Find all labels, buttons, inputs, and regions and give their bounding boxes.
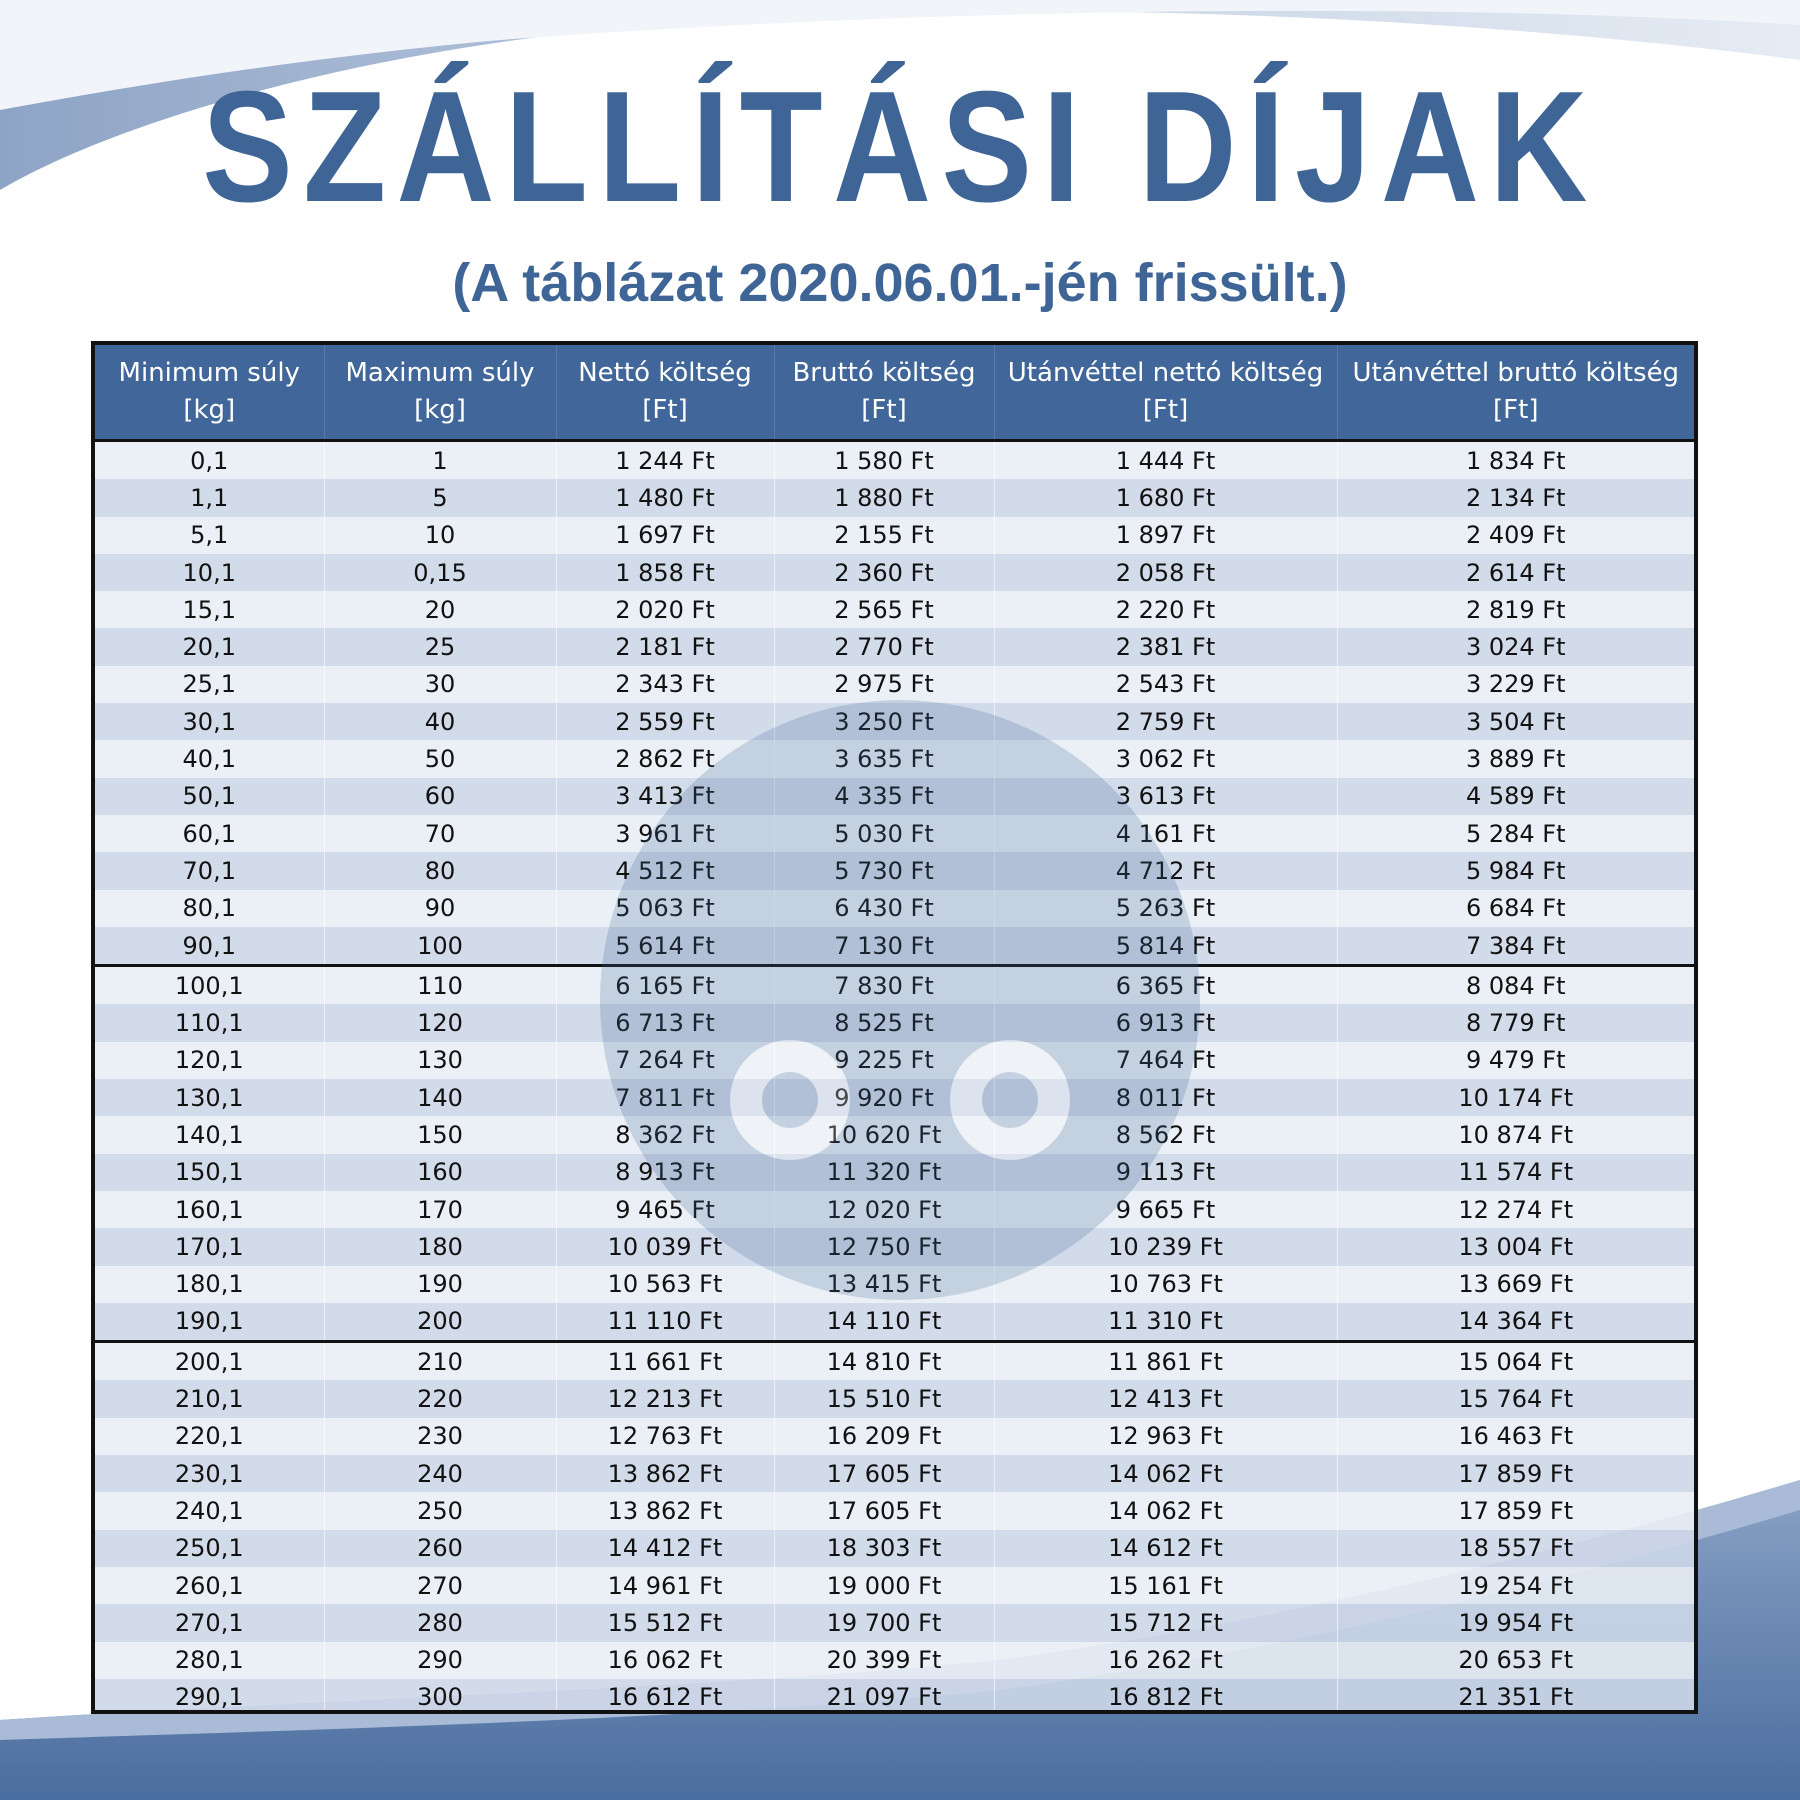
page-title: SZÁLLÍTÁSI DÍJAK xyxy=(202,59,1598,235)
cell-cod-net-cost: 15 161 Ft xyxy=(994,1567,1337,1604)
table-row xyxy=(95,1303,1694,1342)
cell-min-weight: 210,1 xyxy=(95,1380,324,1417)
cell-net-cost: 3 413 Ft xyxy=(556,778,774,815)
cell-cod-gross-cost: 12 274 Ft xyxy=(1337,1191,1694,1228)
cell-min-weight: 70,1 xyxy=(95,852,324,889)
cell-gross-cost: 12 750 Ft xyxy=(774,1228,994,1265)
cell-cod-gross-cost: 17 859 Ft xyxy=(1337,1492,1694,1529)
cell-min-weight: 15,1 xyxy=(95,591,324,628)
cell-max-weight: 50 xyxy=(324,740,556,777)
cell-cod-net-cost: 3 613 Ft xyxy=(994,778,1337,815)
cell-min-weight: 200,1 xyxy=(95,1342,324,1381)
cell-cod-gross-cost: 1 834 Ft xyxy=(1337,441,1694,480)
cell-max-weight: 200 xyxy=(324,1303,556,1342)
table-header-row xyxy=(95,345,1694,441)
cell-min-weight: 100,1 xyxy=(95,966,324,1005)
cell-gross-cost: 2 360 Ft xyxy=(774,554,994,591)
cell-net-cost: 10 039 Ft xyxy=(556,1228,774,1265)
cell-min-weight: 5,1 xyxy=(95,517,324,554)
cell-cod-gross-cost: 21 351 Ft xyxy=(1337,1679,1694,1714)
cell-gross-cost: 18 303 Ft xyxy=(774,1530,994,1567)
cell-cod-gross-cost: 13 004 Ft xyxy=(1337,1228,1694,1265)
cell-max-weight: 230 xyxy=(324,1418,556,1455)
cell-max-weight: 30 xyxy=(324,666,556,703)
cell-cod-gross-cost: 3 504 Ft xyxy=(1337,703,1694,740)
cell-max-weight: 5 xyxy=(324,479,556,516)
table-row xyxy=(95,628,1694,665)
cell-net-cost: 9 465 Ft xyxy=(556,1191,774,1228)
cell-min-weight: 290,1 xyxy=(95,1679,324,1714)
cell-max-weight: 160 xyxy=(324,1154,556,1191)
cell-max-weight: 110 xyxy=(324,966,556,1005)
cell-net-cost: 1 697 Ft xyxy=(556,517,774,554)
cell-cod-net-cost: 1 444 Ft xyxy=(994,441,1337,480)
table-row xyxy=(95,1004,1694,1041)
cell-max-weight: 180 xyxy=(324,1228,556,1265)
cell-max-weight: 210 xyxy=(324,1342,556,1381)
cell-min-weight: 120,1 xyxy=(95,1042,324,1079)
cell-net-cost: 6 713 Ft xyxy=(556,1004,774,1041)
cell-min-weight: 190,1 xyxy=(95,1303,324,1342)
cell-net-cost: 3 961 Ft xyxy=(556,815,774,852)
cell-max-weight: 140 xyxy=(324,1079,556,1116)
cell-min-weight: 40,1 xyxy=(95,740,324,777)
cell-min-weight: 170,1 xyxy=(95,1228,324,1265)
table-row xyxy=(95,441,1694,480)
table-row xyxy=(95,778,1694,815)
cell-min-weight: 180,1 xyxy=(95,1266,324,1303)
cell-cod-net-cost: 6 365 Ft xyxy=(994,966,1337,1005)
cell-min-weight: 20,1 xyxy=(95,628,324,665)
column-header-cod-net-cost: Utánvéttel nettó költség [Ft] xyxy=(994,345,1337,441)
cell-net-cost: 2 559 Ft xyxy=(556,703,774,740)
cell-min-weight: 280,1 xyxy=(95,1642,324,1679)
table-row xyxy=(95,815,1694,852)
cell-gross-cost: 7 830 Ft xyxy=(774,966,994,1005)
cell-min-weight: 1,1 xyxy=(95,479,324,516)
cell-max-weight: 100 xyxy=(324,927,556,966)
cell-cod-net-cost: 10 763 Ft xyxy=(994,1266,1337,1303)
cell-cod-net-cost: 2 058 Ft xyxy=(994,554,1337,591)
cell-cod-gross-cost: 16 463 Ft xyxy=(1337,1418,1694,1455)
cell-gross-cost: 1 880 Ft xyxy=(774,479,994,516)
cell-gross-cost: 17 605 Ft xyxy=(774,1455,994,1492)
table-row xyxy=(95,1679,1694,1714)
cell-cod-net-cost: 6 913 Ft xyxy=(994,1004,1337,1041)
table-row xyxy=(95,1079,1694,1116)
cell-gross-cost: 12 020 Ft xyxy=(774,1191,994,1228)
cell-cod-net-cost: 12 963 Ft xyxy=(994,1418,1337,1455)
table-row xyxy=(95,666,1694,703)
cell-net-cost: 1 480 Ft xyxy=(556,479,774,516)
cell-cod-gross-cost: 19 254 Ft xyxy=(1337,1567,1694,1604)
cell-cod-net-cost: 15 712 Ft xyxy=(994,1604,1337,1641)
table-row xyxy=(95,740,1694,777)
cell-cod-gross-cost: 14 364 Ft xyxy=(1337,1303,1694,1342)
cell-max-weight: 260 xyxy=(324,1530,556,1567)
cell-gross-cost: 19 700 Ft xyxy=(774,1604,994,1641)
cell-gross-cost: 21 097 Ft xyxy=(774,1679,994,1714)
cell-max-weight: 1 xyxy=(324,441,556,480)
cell-max-weight: 40 xyxy=(324,703,556,740)
table-row xyxy=(95,852,1694,889)
column-header-net-cost: Nettó költség [Ft] xyxy=(556,345,774,441)
cell-min-weight: 220,1 xyxy=(95,1418,324,1455)
cell-gross-cost: 16 209 Ft xyxy=(774,1418,994,1455)
cell-min-weight: 160,1 xyxy=(95,1191,324,1228)
cell-cod-gross-cost: 20 653 Ft xyxy=(1337,1642,1694,1679)
cell-cod-net-cost: 2 543 Ft xyxy=(994,666,1337,703)
cell-max-weight: 170 xyxy=(324,1191,556,1228)
cell-min-weight: 140,1 xyxy=(95,1116,324,1153)
cell-max-weight: 70 xyxy=(324,815,556,852)
cell-gross-cost: 5 730 Ft xyxy=(774,852,994,889)
cell-net-cost: 1 858 Ft xyxy=(556,554,774,591)
cell-gross-cost: 19 000 Ft xyxy=(774,1567,994,1604)
cell-gross-cost: 5 030 Ft xyxy=(774,815,994,852)
cell-min-weight: 0,1 xyxy=(95,441,324,480)
cell-gross-cost: 3 250 Ft xyxy=(774,703,994,740)
cell-cod-gross-cost: 2 134 Ft xyxy=(1337,479,1694,516)
table-body xyxy=(95,441,1694,1715)
cell-cod-gross-cost: 11 574 Ft xyxy=(1337,1154,1694,1191)
cell-min-weight: 110,1 xyxy=(95,1004,324,1041)
cell-max-weight: 60 xyxy=(324,778,556,815)
table-row xyxy=(95,1342,1694,1381)
table-row xyxy=(95,1380,1694,1417)
cell-gross-cost: 4 335 Ft xyxy=(774,778,994,815)
cell-gross-cost: 1 580 Ft xyxy=(774,441,994,480)
table-row xyxy=(95,517,1694,554)
cell-max-weight: 270 xyxy=(324,1567,556,1604)
cell-cod-net-cost: 14 062 Ft xyxy=(994,1492,1337,1529)
cell-min-weight: 150,1 xyxy=(95,1154,324,1191)
cell-max-weight: 280 xyxy=(324,1604,556,1641)
cell-net-cost: 11 661 Ft xyxy=(556,1342,774,1381)
table-row xyxy=(95,1455,1694,1492)
cell-cod-gross-cost: 3 889 Ft xyxy=(1337,740,1694,777)
table-row xyxy=(95,1154,1694,1191)
cell-min-weight: 60,1 xyxy=(95,815,324,852)
cell-cod-gross-cost: 7 384 Ft xyxy=(1337,927,1694,966)
cell-cod-gross-cost: 18 557 Ft xyxy=(1337,1530,1694,1567)
cell-net-cost: 13 862 Ft xyxy=(556,1492,774,1529)
page-subtitle: (A táblázat 2020.06.01.-jén frissült.) xyxy=(452,253,1348,313)
cell-gross-cost: 11 320 Ft xyxy=(774,1154,994,1191)
table-row xyxy=(95,591,1694,628)
cell-max-weight: 250 xyxy=(324,1492,556,1529)
cell-net-cost: 12 763 Ft xyxy=(556,1418,774,1455)
cell-cod-gross-cost: 6 684 Ft xyxy=(1337,890,1694,927)
cell-net-cost: 13 862 Ft xyxy=(556,1455,774,1492)
cell-cod-net-cost: 2 759 Ft xyxy=(994,703,1337,740)
cell-gross-cost: 14 110 Ft xyxy=(774,1303,994,1342)
cell-max-weight: 120 xyxy=(324,1004,556,1041)
cell-cod-net-cost: 8 562 Ft xyxy=(994,1116,1337,1153)
cell-cod-net-cost: 4 712 Ft xyxy=(994,852,1337,889)
cell-min-weight: 250,1 xyxy=(95,1530,324,1567)
table-row xyxy=(95,1228,1694,1265)
table-row xyxy=(95,890,1694,927)
cell-cod-net-cost: 1 897 Ft xyxy=(994,517,1337,554)
cell-cod-gross-cost: 15 064 Ft xyxy=(1337,1342,1694,1381)
cell-max-weight: 25 xyxy=(324,628,556,665)
table-row xyxy=(95,1567,1694,1604)
cell-cod-net-cost: 7 464 Ft xyxy=(994,1042,1337,1079)
cell-net-cost: 10 563 Ft xyxy=(556,1266,774,1303)
cell-cod-gross-cost: 10 874 Ft xyxy=(1337,1116,1694,1153)
table-row xyxy=(95,1604,1694,1641)
cell-net-cost: 15 512 Ft xyxy=(556,1604,774,1641)
cell-gross-cost: 2 565 Ft xyxy=(774,591,994,628)
cell-gross-cost: 10 620 Ft xyxy=(774,1116,994,1153)
cell-cod-net-cost: 11 310 Ft xyxy=(994,1303,1337,1342)
cell-cod-net-cost: 11 861 Ft xyxy=(994,1342,1337,1381)
cell-cod-net-cost: 12 413 Ft xyxy=(994,1380,1337,1417)
cell-net-cost: 7 264 Ft xyxy=(556,1042,774,1079)
cell-cod-net-cost: 16 812 Ft xyxy=(994,1679,1337,1714)
shipping-fee-table xyxy=(91,341,1698,1714)
table-row xyxy=(95,1530,1694,1567)
cell-cod-net-cost: 9 113 Ft xyxy=(994,1154,1337,1191)
cell-cod-gross-cost: 5 984 Ft xyxy=(1337,852,1694,889)
cell-cod-net-cost: 9 665 Ft xyxy=(994,1191,1337,1228)
table-row xyxy=(95,927,1694,966)
table-row xyxy=(95,1042,1694,1079)
cell-gross-cost: 2 770 Ft xyxy=(774,628,994,665)
cell-net-cost: 5 614 Ft xyxy=(556,927,774,966)
cell-net-cost: 12 213 Ft xyxy=(556,1380,774,1417)
cell-net-cost: 14 961 Ft xyxy=(556,1567,774,1604)
cell-net-cost: 7 811 Ft xyxy=(556,1079,774,1116)
cell-max-weight: 150 xyxy=(324,1116,556,1153)
cell-gross-cost: 6 430 Ft xyxy=(774,890,994,927)
cell-cod-net-cost: 14 612 Ft xyxy=(994,1530,1337,1567)
cell-cod-net-cost: 4 161 Ft xyxy=(994,815,1337,852)
cell-cod-gross-cost: 15 764 Ft xyxy=(1337,1380,1694,1417)
cell-net-cost: 16 612 Ft xyxy=(556,1679,774,1714)
cell-gross-cost: 7 130 Ft xyxy=(774,927,994,966)
cell-min-weight: 270,1 xyxy=(95,1604,324,1641)
cell-cod-gross-cost: 5 284 Ft xyxy=(1337,815,1694,852)
cell-cod-gross-cost: 13 669 Ft xyxy=(1337,1266,1694,1303)
cell-min-weight: 240,1 xyxy=(95,1492,324,1529)
cell-cod-gross-cost: 2 819 Ft xyxy=(1337,591,1694,628)
cell-min-weight: 25,1 xyxy=(95,666,324,703)
table-row xyxy=(95,1642,1694,1679)
table-row xyxy=(95,479,1694,516)
cell-cod-gross-cost: 2 614 Ft xyxy=(1337,554,1694,591)
cell-gross-cost: 8 525 Ft xyxy=(774,1004,994,1041)
column-header-cod-gross-cost: Utánvéttel bruttó költség [Ft] xyxy=(1337,345,1694,441)
cell-gross-cost: 15 510 Ft xyxy=(774,1380,994,1417)
table-row xyxy=(95,1266,1694,1303)
cell-cod-net-cost: 10 239 Ft xyxy=(994,1228,1337,1265)
cell-net-cost: 8 362 Ft xyxy=(556,1116,774,1153)
cell-cod-gross-cost: 3 229 Ft xyxy=(1337,666,1694,703)
cell-net-cost: 2 862 Ft xyxy=(556,740,774,777)
cell-cod-gross-cost: 19 954 Ft xyxy=(1337,1604,1694,1641)
cell-cod-net-cost: 14 062 Ft xyxy=(994,1455,1337,1492)
cell-max-weight: 240 xyxy=(324,1455,556,1492)
cell-min-weight: 30,1 xyxy=(95,703,324,740)
cell-net-cost: 16 062 Ft xyxy=(556,1642,774,1679)
cell-min-weight: 130,1 xyxy=(95,1079,324,1116)
cell-cod-gross-cost: 3 024 Ft xyxy=(1337,628,1694,665)
cell-net-cost: 4 512 Ft xyxy=(556,852,774,889)
cell-gross-cost: 2 975 Ft xyxy=(774,666,994,703)
cell-max-weight: 20 xyxy=(324,591,556,628)
table-row xyxy=(95,703,1694,740)
table-row xyxy=(95,1191,1694,1228)
cell-cod-net-cost: 5 814 Ft xyxy=(994,927,1337,966)
cell-net-cost: 1 244 Ft xyxy=(556,441,774,480)
cell-cod-net-cost: 1 680 Ft xyxy=(994,479,1337,516)
cell-cod-net-cost: 2 220 Ft xyxy=(994,591,1337,628)
cell-gross-cost: 13 415 Ft xyxy=(774,1266,994,1303)
column-header-max-weight: Maximum súly [kg] xyxy=(324,345,556,441)
cell-cod-gross-cost: 9 479 Ft xyxy=(1337,1042,1694,1079)
cell-min-weight: 50,1 xyxy=(95,778,324,815)
cell-max-weight: 90 xyxy=(324,890,556,927)
cell-cod-net-cost: 2 381 Ft xyxy=(994,628,1337,665)
cell-cod-gross-cost: 17 859 Ft xyxy=(1337,1455,1694,1492)
cell-min-weight: 90,1 xyxy=(95,927,324,966)
cell-cod-gross-cost: 8 779 Ft xyxy=(1337,1004,1694,1041)
cell-max-weight: 220 xyxy=(324,1380,556,1417)
cell-min-weight: 10,1 xyxy=(95,554,324,591)
cell-net-cost: 2 020 Ft xyxy=(556,591,774,628)
column-header-min-weight: Minimum súly [kg] xyxy=(95,345,324,441)
cell-cod-gross-cost: 8 084 Ft xyxy=(1337,966,1694,1005)
cell-net-cost: 6 165 Ft xyxy=(556,966,774,1005)
cell-cod-net-cost: 5 263 Ft xyxy=(994,890,1337,927)
table-row xyxy=(95,1418,1694,1455)
cell-net-cost: 14 412 Ft xyxy=(556,1530,774,1567)
cell-cod-net-cost: 16 262 Ft xyxy=(994,1642,1337,1679)
cell-net-cost: 8 913 Ft xyxy=(556,1154,774,1191)
cell-max-weight: 130 xyxy=(324,1042,556,1079)
cell-max-weight: 300 xyxy=(324,1679,556,1714)
cell-max-weight: 10 xyxy=(324,517,556,554)
cell-max-weight: 290 xyxy=(324,1642,556,1679)
cell-gross-cost: 3 635 Ft xyxy=(774,740,994,777)
cell-gross-cost: 14 810 Ft xyxy=(774,1342,994,1381)
cell-gross-cost: 9 225 Ft xyxy=(774,1042,994,1079)
cell-max-weight: 190 xyxy=(324,1266,556,1303)
cell-gross-cost: 2 155 Ft xyxy=(774,517,994,554)
table-row xyxy=(95,1116,1694,1153)
cell-net-cost: 5 063 Ft xyxy=(556,890,774,927)
table-row xyxy=(95,554,1694,591)
cell-cod-gross-cost: 10 174 Ft xyxy=(1337,1079,1694,1116)
cell-gross-cost: 17 605 Ft xyxy=(774,1492,994,1529)
cell-net-cost: 11 110 Ft xyxy=(556,1303,774,1342)
cell-cod-net-cost: 8 011 Ft xyxy=(994,1079,1337,1116)
cell-min-weight: 80,1 xyxy=(95,890,324,927)
cell-net-cost: 2 181 Ft xyxy=(556,628,774,665)
cell-cod-gross-cost: 2 409 Ft xyxy=(1337,517,1694,554)
cell-min-weight: 230,1 xyxy=(95,1455,324,1492)
cell-max-weight: 0,15 xyxy=(324,554,556,591)
cell-gross-cost: 20 399 Ft xyxy=(774,1642,994,1679)
cell-max-weight: 80 xyxy=(324,852,556,889)
table-row xyxy=(95,1492,1694,1529)
cell-min-weight: 260,1 xyxy=(95,1567,324,1604)
cell-cod-net-cost: 3 062 Ft xyxy=(994,740,1337,777)
cell-cod-gross-cost: 4 589 Ft xyxy=(1337,778,1694,815)
table-row xyxy=(95,966,1694,1005)
column-header-gross-cost: Bruttó költség [Ft] xyxy=(774,345,994,441)
cell-gross-cost: 9 920 Ft xyxy=(774,1079,994,1116)
cell-net-cost: 2 343 Ft xyxy=(556,666,774,703)
